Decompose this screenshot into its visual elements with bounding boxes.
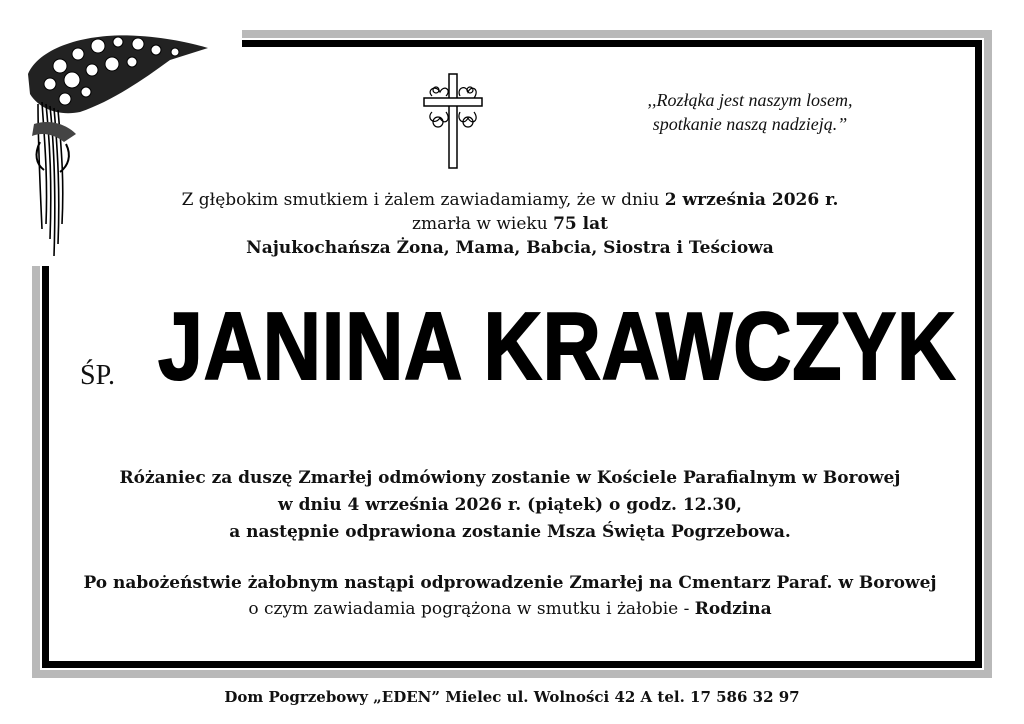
name-prefix: ŚP.	[80, 360, 116, 391]
quote	[560, 88, 940, 136]
relations-line	[60, 236, 960, 260]
cross-icon	[418, 72, 488, 170]
rosary-line-2: w dniu 4 września 2026 r. (piątek) o godz. 12.30,	[278, 495, 742, 515]
rosary-info	[60, 465, 960, 546]
procession-line: Po nabożeństwie żałobnym nastąpi odprowadzenie Zmarłej na Cmentarz Paraf. w Borowej	[83, 573, 937, 593]
funeral-home-footer: Dom Pogrzebowy „EDEN” Mielec ul. Wolności 42 A tel. 17 586 32 97	[224, 688, 800, 706]
rosary-line-1: Różaniec za duszę Zmarłej odmówiony zostanie w Kościele Parafialnym w Borowej	[119, 468, 901, 488]
closing-info	[60, 570, 960, 622]
announcement-intro	[60, 188, 960, 260]
death-date: 2 września 2026 r.	[664, 190, 839, 210]
deceased-name: JANINA KRAWCZYK	[158, 293, 957, 400]
relations: Najukochańsza Żona, Mama, Babcia, Siostra i Teściowa	[246, 238, 774, 258]
family-line	[60, 596, 960, 622]
age-text: zmarła w wieku	[412, 214, 554, 234]
age-value: 75 lat	[553, 214, 608, 234]
intro-line-2	[60, 212, 960, 236]
quote-line-2: spotkanie naszą nadzieją.”	[652, 114, 848, 134]
quote-line-1: ,,Rozłąka jest naszym losem,	[647, 90, 853, 110]
intro-text: Z głębokim smutkiem i żalem zawiadamiamy, że w dniu	[181, 190, 665, 210]
family-text: o czym zawiadamia pogrążona w smutku i żałobie -	[248, 599, 695, 619]
family-signature: Rodzina	[694, 599, 772, 619]
intro-line-1	[60, 188, 960, 212]
rosary-line-3: a następnie odprawiona zostanie Msza Święta Pogrzebowa.	[229, 522, 791, 542]
